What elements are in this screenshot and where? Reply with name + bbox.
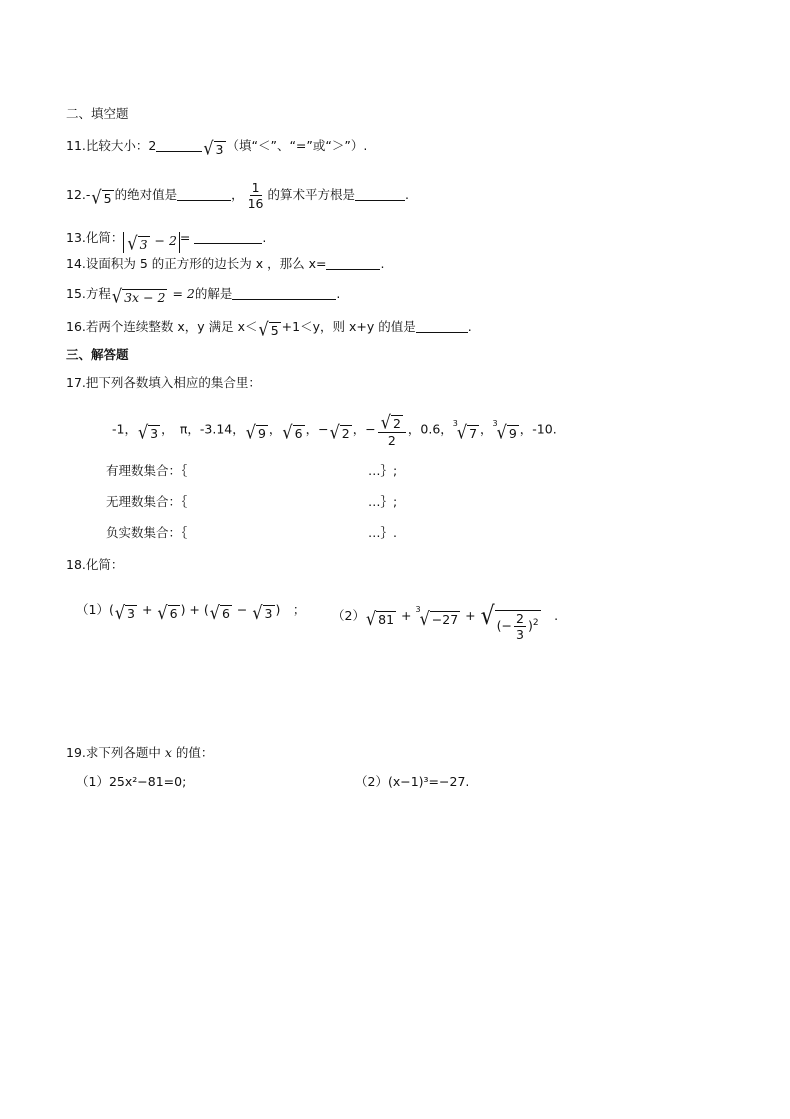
- question-19-part2: （2）(x−1)³=−27.: [355, 774, 470, 789]
- answer-blank[interactable]: [177, 186, 231, 201]
- question-16: 16.若两个连续整数 x，y 满足 x＜ √ 5 +1＜y，则 x+y 的值是 .: [66, 318, 472, 341]
- sqrt-expr: √ 3: [203, 137, 224, 160]
- section3-title: 三、解答题: [66, 347, 129, 362]
- answer-blank[interactable]: [194, 229, 262, 244]
- section2-title: 二、填空题: [66, 106, 129, 121]
- answer-blank[interactable]: [326, 255, 380, 270]
- question-13: 13.化简： √ 3 − 2 = .: [66, 230, 267, 255]
- sqrt-expr: √ 5: [91, 186, 112, 209]
- question-19-part1: （1）25x²−81=0;: [76, 774, 187, 789]
- question-12: 12.- √ 5 的绝对值是 ， $\frac{1}{16}$ 的算术平方根是 .: [66, 180, 409, 211]
- set-negative-real[interactable]: 负实数集合：｛ …｝.: [106, 525, 397, 540]
- question-14: 14.设面积为 5 的正方形的边长为 x ，那么 x= .: [66, 256, 385, 271]
- answer-blank[interactable]: [232, 285, 336, 300]
- answer-blank[interactable]: [416, 318, 468, 333]
- fraction: $\frac{1}{16}$: [247, 180, 264, 211]
- absolute-value: √ 3 − 2: [123, 232, 180, 253]
- question-18-part1: （1）( √ 3 + √ 6 ) + ( √ 6 − √ 3 ) ；: [76, 601, 306, 624]
- set-irrational[interactable]: 无理数集合：｛ …｝;: [106, 494, 398, 509]
- question-18-title: 18.化简：: [66, 557, 124, 572]
- question-17-title: 17.把下列各数填入相应的集合里：: [66, 375, 261, 390]
- answer-blank[interactable]: [156, 137, 202, 152]
- sqrt-expr: √ 3x − 2: [111, 285, 166, 308]
- set-rational[interactable]: 有理数集合：｛ …｝;: [106, 463, 398, 478]
- question-19-title: 19.求下列各题中 x 的值：: [66, 745, 214, 760]
- answer-blank[interactable]: [355, 186, 405, 201]
- question-15: 15.方程 √ 3x − 2 = 2的解是 .: [66, 285, 341, 308]
- sqrt-expr: √ 5: [258, 318, 279, 341]
- question-17-numbers: -1， √ 3 ， π，-3.14， √ 9 ， √ 6 ，− √ 2 ，− √ 2 2 ，0.6，$^3$ √ 7 ，$^3$ √ 9 ，-10.: [112, 411, 557, 448]
- question-11: 11.比较大小：2 √ 3 （填“＜”、“=”或“＞”）.: [66, 137, 368, 160]
- question-18-part2: （2） √ 81 + $^3$ √ −27 + √ (− $\frac{2}{3}$ )$^2$ .: [332, 601, 559, 642]
